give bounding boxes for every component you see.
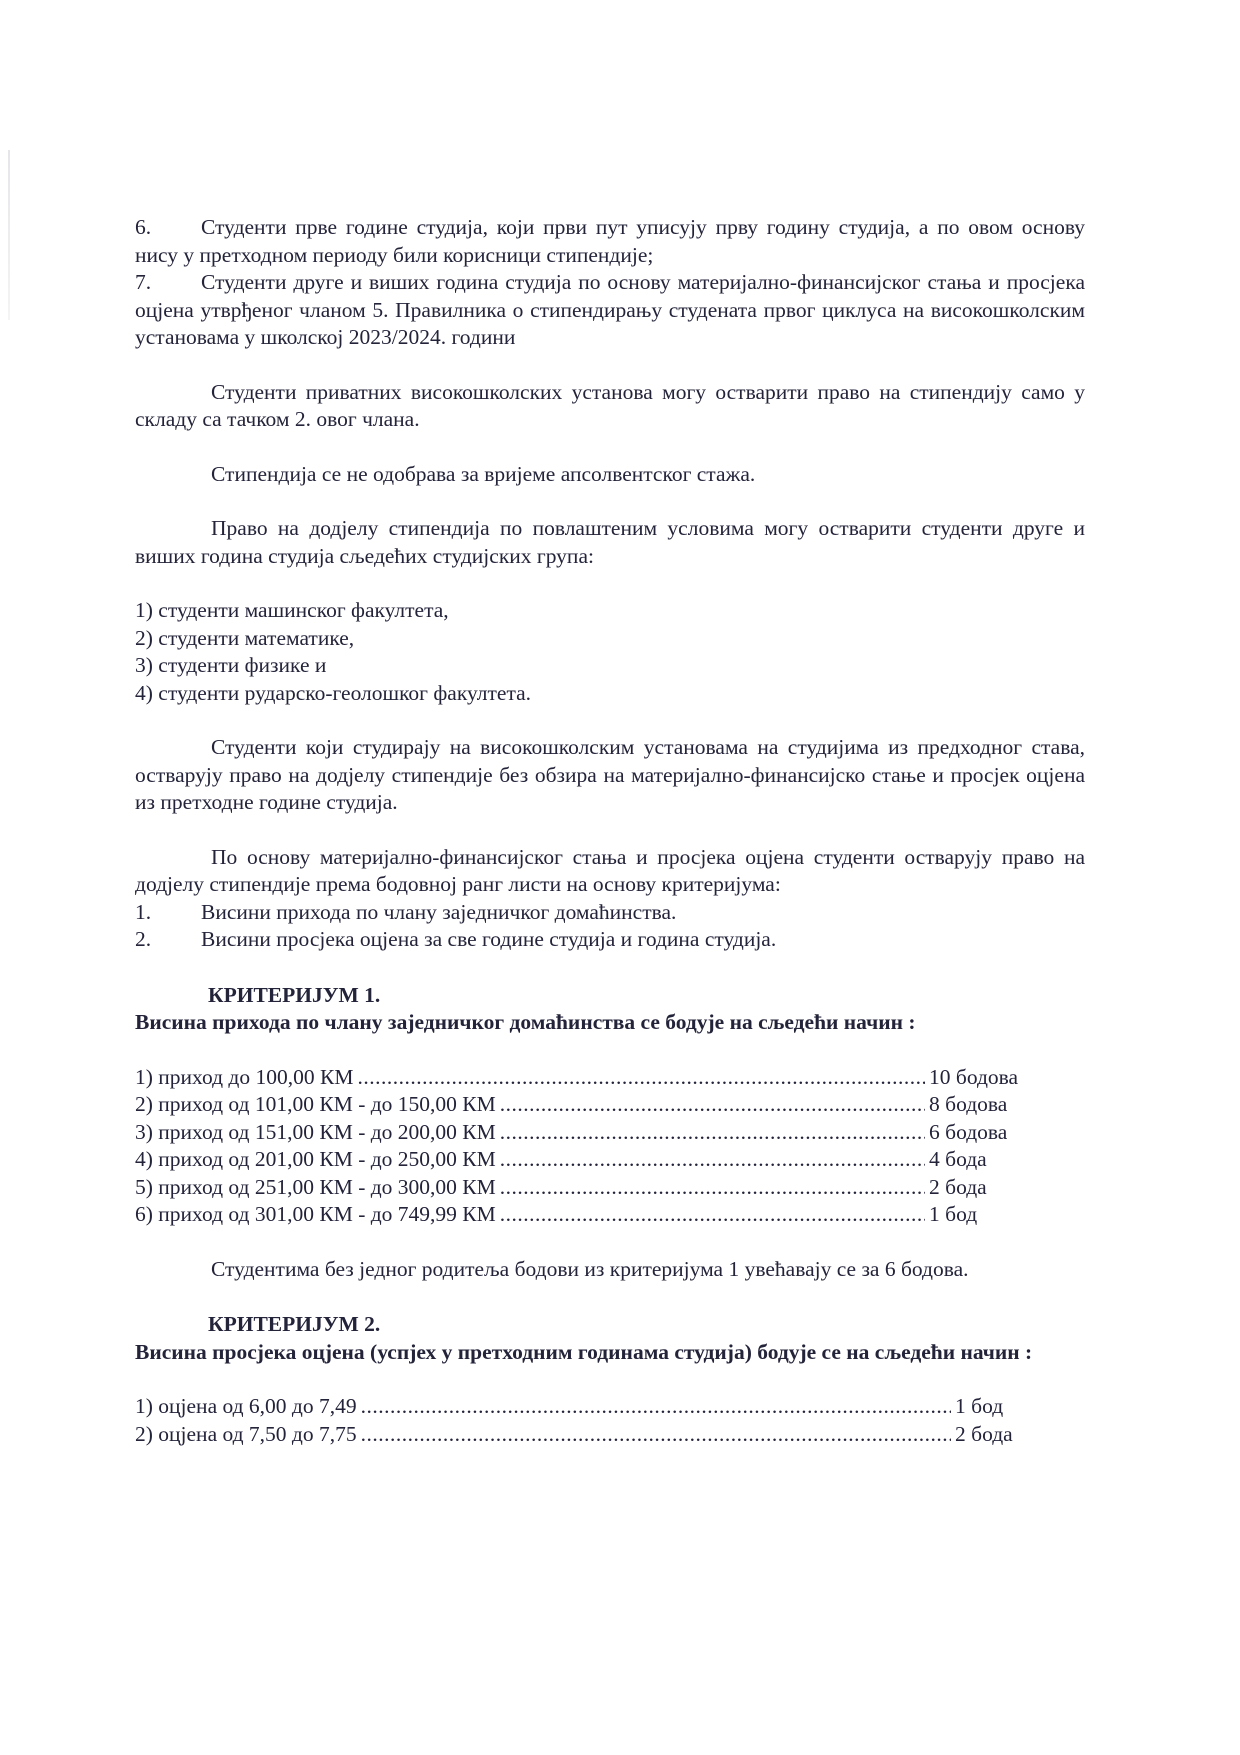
table-row: 1) оцјена од 6,00 до 7,49 ..... 1 бод bbox=[135, 1393, 1051, 1421]
document-body bbox=[135, 214, 1085, 1448]
scan-edge-mark bbox=[8, 150, 10, 320]
table-row: 5) приход од 251,00 КМ - до 300,00 КМ ..... 2 бода bbox=[135, 1174, 1025, 1202]
table-row: 4) приход од 201,00 КМ - до 250,00 КМ ..... 4 бода bbox=[135, 1146, 1025, 1174]
table-row: 2) оцјена од 7,50 до 7,75 ..... 2 бода bbox=[135, 1421, 1051, 1449]
list-item: 1. Висини прихода по члану заједничког домаћинства. bbox=[135, 899, 677, 924]
item-7 bbox=[135, 269, 1085, 352]
table-row: 2) приход од 101,00 КМ - до 150,00 КМ ..... 8 бодова bbox=[135, 1091, 1025, 1119]
table-row: 6) приход од 301,00 КМ - до 749,99 КМ ..... 1 бод bbox=[135, 1201, 1025, 1229]
criteria-list bbox=[135, 899, 1085, 954]
study-groups-list bbox=[135, 597, 1085, 707]
paragraph-absolvent: Стипендија се не одобрава за вријеме апсолвентског стажа. bbox=[211, 461, 756, 486]
table-row: 3) приход од 151,00 КМ - до 200,00 КМ ..... 6 бодова bbox=[135, 1119, 1025, 1147]
list-item: 2. Висини просјека оцјена за све године студија и година студија. bbox=[135, 927, 777, 951]
list-item: 1) студенти машинског факултета, bbox=[135, 598, 449, 622]
criterion-1-table bbox=[135, 1064, 1085, 1229]
paragraph-groups-right: Студенти који студирају на високошколским установама на студијима из предходног става, остварују право на додјелу стипендије без обзира на материјално-финансијско стање и просјек оцјена из претходне године студија. bbox=[135, 735, 1085, 814]
item-7-text: Студенти друге и виших година студија по основу материјално-финансијског стања и просјека оцјена утврђеног чланом 5. Правилника о стипендирању студената првог циклуса на високошколским установама у школској 2023/2024. години bbox=[135, 270, 1085, 349]
item-6-number: 6. bbox=[135, 215, 152, 239]
table-row: 1) приход до 100,00 КМ ..... 10 бодова bbox=[135, 1064, 1025, 1092]
paragraph-privileged: Право на додјелу стипендија по повлаштеним условима могу остварити студенти друге и виших година студија сљедећих студијских група: bbox=[135, 516, 1085, 568]
list-item: 2) студенти математике, bbox=[135, 625, 355, 650]
criterion-2-subtitle: Висина просјека оцјена (успјех у претходним годинама студија) бодује се на сљедећи начин : bbox=[135, 1339, 1033, 1364]
paragraph-private-institutions: Студенти приватних високошколских установа могу остварити право на стипендију само у складу са тачком 2. овог члана. bbox=[135, 379, 1085, 431]
criterion-2-table bbox=[135, 1393, 1085, 1448]
item-6-text: Студенти прве године студија, који први пут уписују прву годину студија, а по овом основу нису у претходном периоду били корисници стипендије; bbox=[135, 215, 1085, 267]
list-item: 4) студенти рударско-геолошког факултета. bbox=[135, 680, 532, 705]
criterion-1-subtitle: Висина прихода по члану заједничког домаћинства се бодује на сљедећи начин : bbox=[135, 1010, 916, 1034]
list-item: 3) студенти физике и bbox=[135, 653, 327, 677]
criterion-2-title: КРИТЕРИЈУМ 2. bbox=[208, 1312, 381, 1336]
criterion-1-note: Студентима без једног родитеља бодови из критеријума 1 увећавају се за 6 бодова. bbox=[211, 1256, 969, 1281]
item-7-number: 7. bbox=[135, 270, 152, 294]
paragraph-basis: По основу материјално-финансијског стања и просјека оцјена студенти остварују право на додјелу стипендије према бодовној ранг листи на основу критеријума: bbox=[135, 844, 1085, 896]
item-6 bbox=[135, 214, 1085, 269]
criterion-1-title: КРИТЕРИЈУМ 1. bbox=[208, 982, 381, 1007]
